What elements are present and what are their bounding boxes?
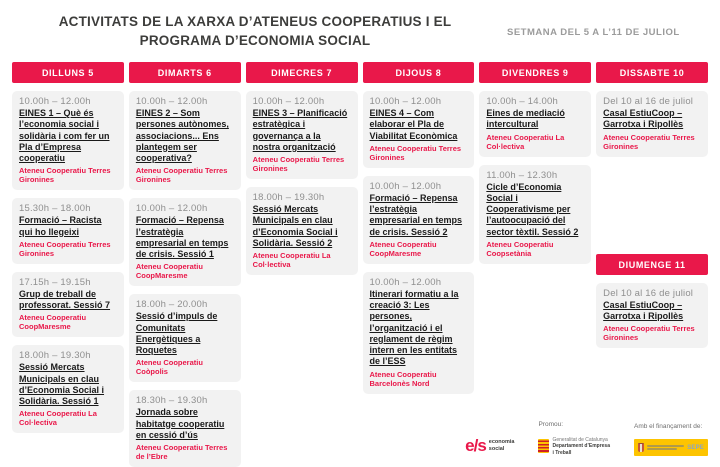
- financament-label: Amb el finançament de:: [634, 423, 703, 430]
- day-header-dilluns-5: DILLUNS 5: [12, 62, 124, 83]
- event-title-link[interactable]: Jornada sobre habitatge cooperatiu en cessió d’ús: [135, 407, 225, 440]
- event-time: 10.00h – 12.00h: [19, 96, 91, 107]
- event-organizer: Ateneu Cooperatiu Coopsetània: [486, 239, 554, 258]
- day-column-4: [363, 62, 475, 394]
- event-card: [596, 91, 708, 157]
- event-organizer: Ateneu Cooperatiu Terres Gironines: [19, 166, 111, 185]
- event-organizer: Ateneu Cooperatiu Terres Gironines: [603, 324, 695, 342]
- event-title-link[interactable]: Cicle d’Economia Social i Cooperativisme per l’autoocupació del sector tèxtil. Sessió 2: [486, 181, 579, 237]
- page-header: [30, 13, 480, 51]
- day-header-dimarts-6: DIMARTS 6: [129, 62, 241, 83]
- event-time: 10.00h – 12.00h: [135, 203, 208, 215]
- promou-label: Promou:: [538, 420, 564, 428]
- event-card: [12, 198, 124, 264]
- day-column-6: [596, 62, 708, 348]
- generalitat-line1: Generalitat de Catalunya: [552, 436, 608, 443]
- event-organizer: Ateneu Cooperatiu CoopMaresme: [19, 313, 87, 332]
- generalitat-logo: [538, 437, 610, 457]
- event-time: Del 10 al 16 de juliol: [603, 96, 694, 107]
- event-time: 18.00h – 19.30h: [252, 192, 325, 203]
- economia-social-block: [465, 437, 514, 456]
- economia-social-line2: social: [488, 445, 505, 452]
- event-title-link[interactable]: EINES 3 – Planificació estratègica i governança a la nostra organització: [252, 108, 348, 152]
- event-card: [129, 390, 241, 467]
- event-organizer: Ateneu Cooperatiu La Col·lectiva: [252, 251, 331, 269]
- day-column-2: [129, 62, 241, 467]
- event-time: 18.00h – 20.00h: [135, 299, 208, 311]
- event-card: [129, 198, 241, 286]
- event-time: 11.00h – 12.30h: [486, 169, 558, 181]
- page-title: ACTIVITATS DE LA XARXA D’ATENEUS COOPERATIUS I EL PROGRAMA D’ECONOMIA SOCIAL: [58, 14, 452, 48]
- event-time: 10.00h – 12.00h: [252, 96, 325, 107]
- event-card: [12, 91, 124, 190]
- event-organizer: Ateneu Cooperatiu Terres Gironines: [19, 239, 111, 258]
- day-header-dissabte-10: DISSABTE 10: [596, 62, 708, 83]
- event-time: 10.00h – 12.00h: [369, 276, 442, 288]
- event-title-link[interactable]: Formació – Racista qui ho llegeixi: [19, 215, 102, 237]
- event-organizer: Ateneu Cooperatiu Terres Gironines: [369, 143, 462, 162]
- event-title-link[interactable]: Sessió Mercats Municipals en clau d’Economia Social i Solidària. Sessió 1: [19, 362, 105, 406]
- event-title-link[interactable]: Eines de mediació intercultural: [486, 108, 565, 130]
- generalitat-line2: Departament d’Empresa: [552, 443, 610, 449]
- event-organizer: Ateneu Cooperatiu Terres Gironines: [603, 132, 695, 151]
- event-title-link[interactable]: Grup de treball de professorat. Sessió 7: [19, 288, 111, 310]
- generalitat-logo-text: [552, 437, 610, 457]
- event-title-link[interactable]: Casal EstiuCoop – Garrotxa i Ripollès: [603, 108, 684, 130]
- event-card: [12, 345, 124, 433]
- day-column-5: [479, 62, 591, 264]
- event-title-link[interactable]: Sessió Mercats Municipals en clau d’Economia Social i Solidària. Sessió 2: [252, 204, 338, 248]
- sepe-logo: [634, 439, 708, 456]
- event-title-link[interactable]: EINES 4 – Com elaborar el Pla de Viabilitat Econòmica: [369, 108, 458, 141]
- economia-social-logo-text: [489, 439, 515, 453]
- event-card: [246, 187, 358, 275]
- day-header-dimecres-7: DIMECRES 7: [246, 62, 358, 83]
- event-time: Del 10 al 16 de juliol: [603, 287, 694, 299]
- event-card: [363, 91, 475, 168]
- economia-social-logo: [465, 437, 514, 456]
- event-organizer: Ateneu Cooperatiu CoopMaresme: [369, 239, 437, 258]
- economia-social-line1: economia: [488, 438, 515, 445]
- event-card: [129, 91, 241, 190]
- promou-block: [538, 421, 610, 457]
- sepe-logo-text: SEPE: [687, 444, 704, 451]
- event-organizer: Ateneu Cooperatiu La Col·lectiva: [486, 132, 565, 151]
- footer: [465, 421, 708, 457]
- event-organizer: Ateneu Cooperatiu Terres Gironines: [252, 155, 345, 173]
- event-card: [596, 283, 708, 349]
- event-time: 10.00h – 12.00h: [369, 180, 442, 192]
- event-card: [129, 294, 241, 382]
- event-title-link[interactable]: EINES 2 – Som persones autònomes, associacions... Ens plantegem ser cooperativa?: [135, 108, 229, 163]
- event-card: [479, 91, 591, 157]
- event-title-link[interactable]: Formació – Repensa l’estratègia empresarial en temps de crisis. Sessió 2: [369, 192, 463, 237]
- generalitat-line3: i Treball: [552, 449, 572, 456]
- event-organizer: Ateneu Cooperatiu Terres de l’Ebre: [135, 443, 228, 461]
- week-grid: [12, 62, 708, 467]
- event-card: [479, 165, 591, 264]
- event-organizer: Ateneu Cooperatiu Coòpolis: [135, 358, 203, 377]
- event-time: 18.30h – 19.30h: [135, 395, 208, 407]
- event-title-link[interactable]: Itinerari formatiu a la creació 3: Les persones, l’organització i el reglament de règim intern en les entitats de l’ESS: [369, 288, 459, 367]
- event-card: [246, 91, 358, 179]
- event-organizer: Ateneu Cooperatiu Barcelonès Nord: [369, 369, 437, 388]
- senyera-flag-icon: [538, 439, 549, 453]
- event-card: [12, 272, 124, 338]
- event-title-link[interactable]: Formació – Repensa l’estratègia empresarial en temps de crisis. Sessió 1: [135, 215, 229, 259]
- event-time: 15.30h – 18.00h: [19, 203, 91, 215]
- spain-coat-of-arms-icon: [638, 443, 644, 452]
- event-organizer: Ateneu Cooperatiu La Col·lectiva: [19, 409, 97, 428]
- economia-social-icon: e/s: [465, 436, 486, 455]
- day-column-3: [246, 62, 358, 275]
- financament-block: [634, 423, 708, 456]
- event-card: [363, 176, 475, 264]
- day-column-1: [12, 62, 124, 433]
- week-label: SETMANA DEL 5 A L’11 DE JULIOL: [507, 27, 680, 38]
- event-organizer: Ateneu Cooperatiu Terres Gironines: [135, 166, 228, 185]
- event-title-link[interactable]: EINES 1 – Què és l’economia social i solidària i com fer un Pla d’Empresa cooperatiu: [19, 108, 110, 163]
- day-header-diumenge-11: DIUMENGE 11: [596, 254, 708, 275]
- event-title-link[interactable]: Sessió d’impuls de Comunitats Energètiques a Roquetes: [135, 311, 218, 355]
- event-time: 10.00h – 12.00h: [135, 96, 208, 107]
- event-title-link[interactable]: Casal EstiuCoop – Garrotxa i Ripollès: [603, 299, 684, 321]
- event-card: [363, 272, 475, 394]
- event-time: 18.00h – 19.30h: [19, 350, 91, 362]
- ministry-text-placeholder: [647, 445, 684, 450]
- day-header-dijous-8: DIJOUS 8: [363, 62, 475, 83]
- event-time: 10.00h – 14.00h: [486, 96, 559, 107]
- event-time: 10.00h – 12.00h: [369, 96, 442, 107]
- event-organizer: Ateneu Cooperatiu CoopMaresme: [135, 262, 203, 281]
- event-time: 17.15h – 19.15h: [19, 276, 91, 288]
- day-header-divendres-9: DIVENDRES 9: [479, 62, 591, 83]
